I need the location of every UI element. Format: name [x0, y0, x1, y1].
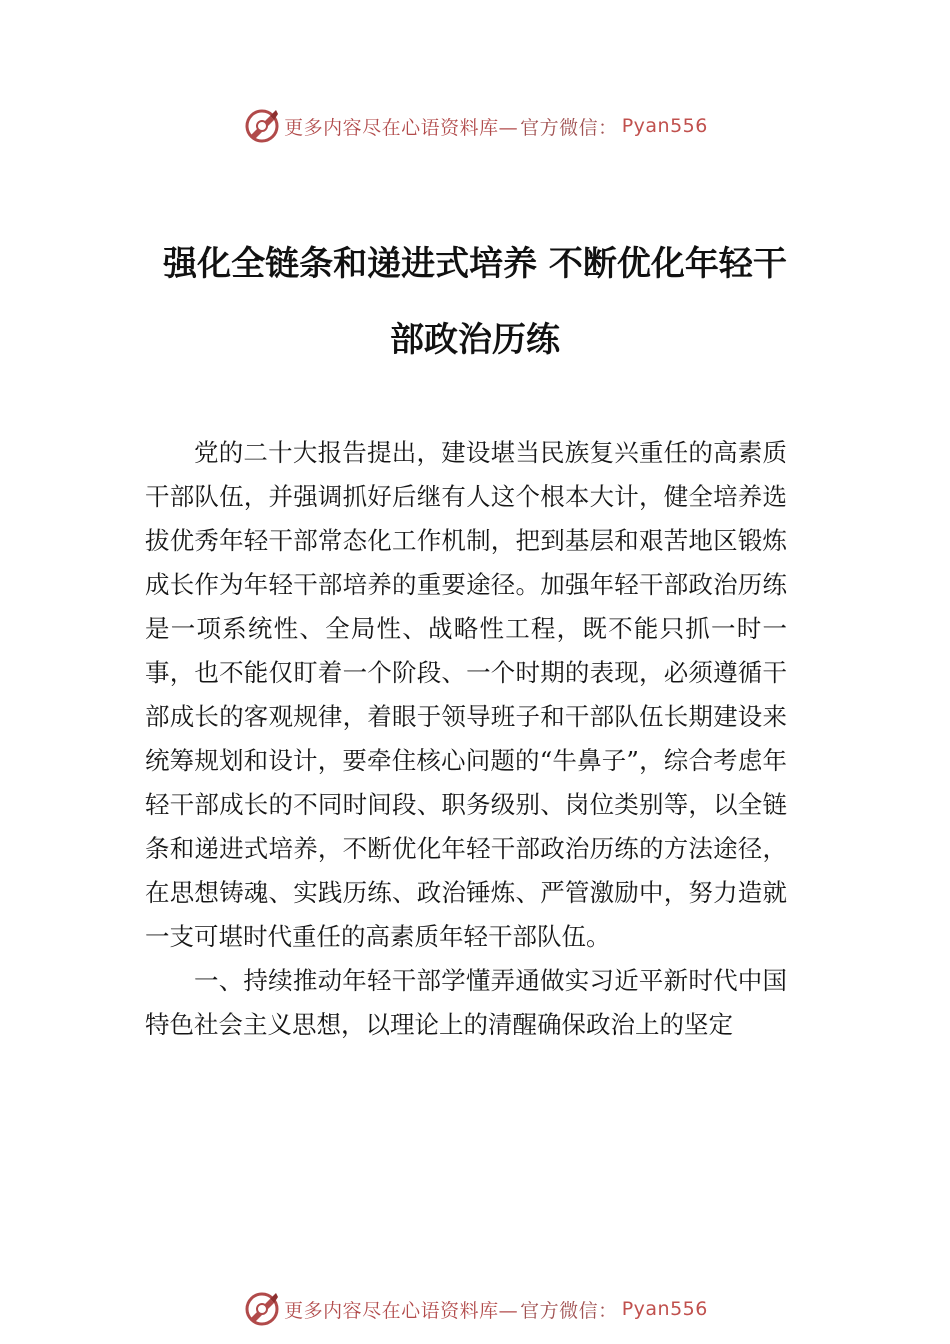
document-title [120, 226, 830, 378]
watermark-banner-bottom [0, 1289, 950, 1329]
document-title-line-1: 强化全链条和递进式培养 不断优化年轻干 [163, 244, 787, 284]
document-title-line-2: 部政治历练 [390, 320, 560, 360]
watermark-wechat-label: 官方微信： [520, 116, 618, 139]
pen-seal-logo-icon [242, 106, 282, 146]
pen-seal-logo-icon [242, 1289, 282, 1329]
paragraph-intro: 党的二十大报告提出，建设堪当民族复兴重任的高素质干部队伍，并强调抓好后继有人这个根本大计，健全培养选拔优秀年轻干部常态化工作机制，把到基层和艰苦地区锻炼成长作为年轻干部培养的重要途径。加强年轻干部政治历练是一项系统性、全局性、战略性工程，既不能只抓一时一事，也不能仅盯着一个阶段、一个时期的表现，必须遵循干部成长的客观规律，着眼于领导班子和干部队伍长期建设来统筹规划和设计，要牵住核心问题的“牛鼻子”，综合考虑年轻干部成长的不同时间段、职务级别、岗位类别等，以全链条和递进式培养，不断优化年轻干部政治历练的方法途径，在思想铸魂、实践历练、政治锤炼、严管激励中，努力造就一支可堪时代重任的高素质年轻干部队伍。 [145, 438, 787, 951]
watermark-text: 更多内容尽在心语资料库— [284, 1299, 519, 1322]
watermark-text: 更多内容尽在心语资料库— [284, 116, 519, 139]
watermark-wechat-label: 官方微信： [520, 1299, 618, 1322]
watermark-handle: Pyan556 [621, 115, 708, 137]
watermark-banner-top [0, 106, 950, 146]
document-body [145, 431, 787, 1047]
paragraph-section-1-heading: 一、持续推动年轻干部学懂弄通做实习近平新时代中国特色社会主义思想，以理论上的清醒确保政治上的坚定 [145, 966, 787, 1039]
watermark-handle: Pyan556 [621, 1298, 708, 1320]
